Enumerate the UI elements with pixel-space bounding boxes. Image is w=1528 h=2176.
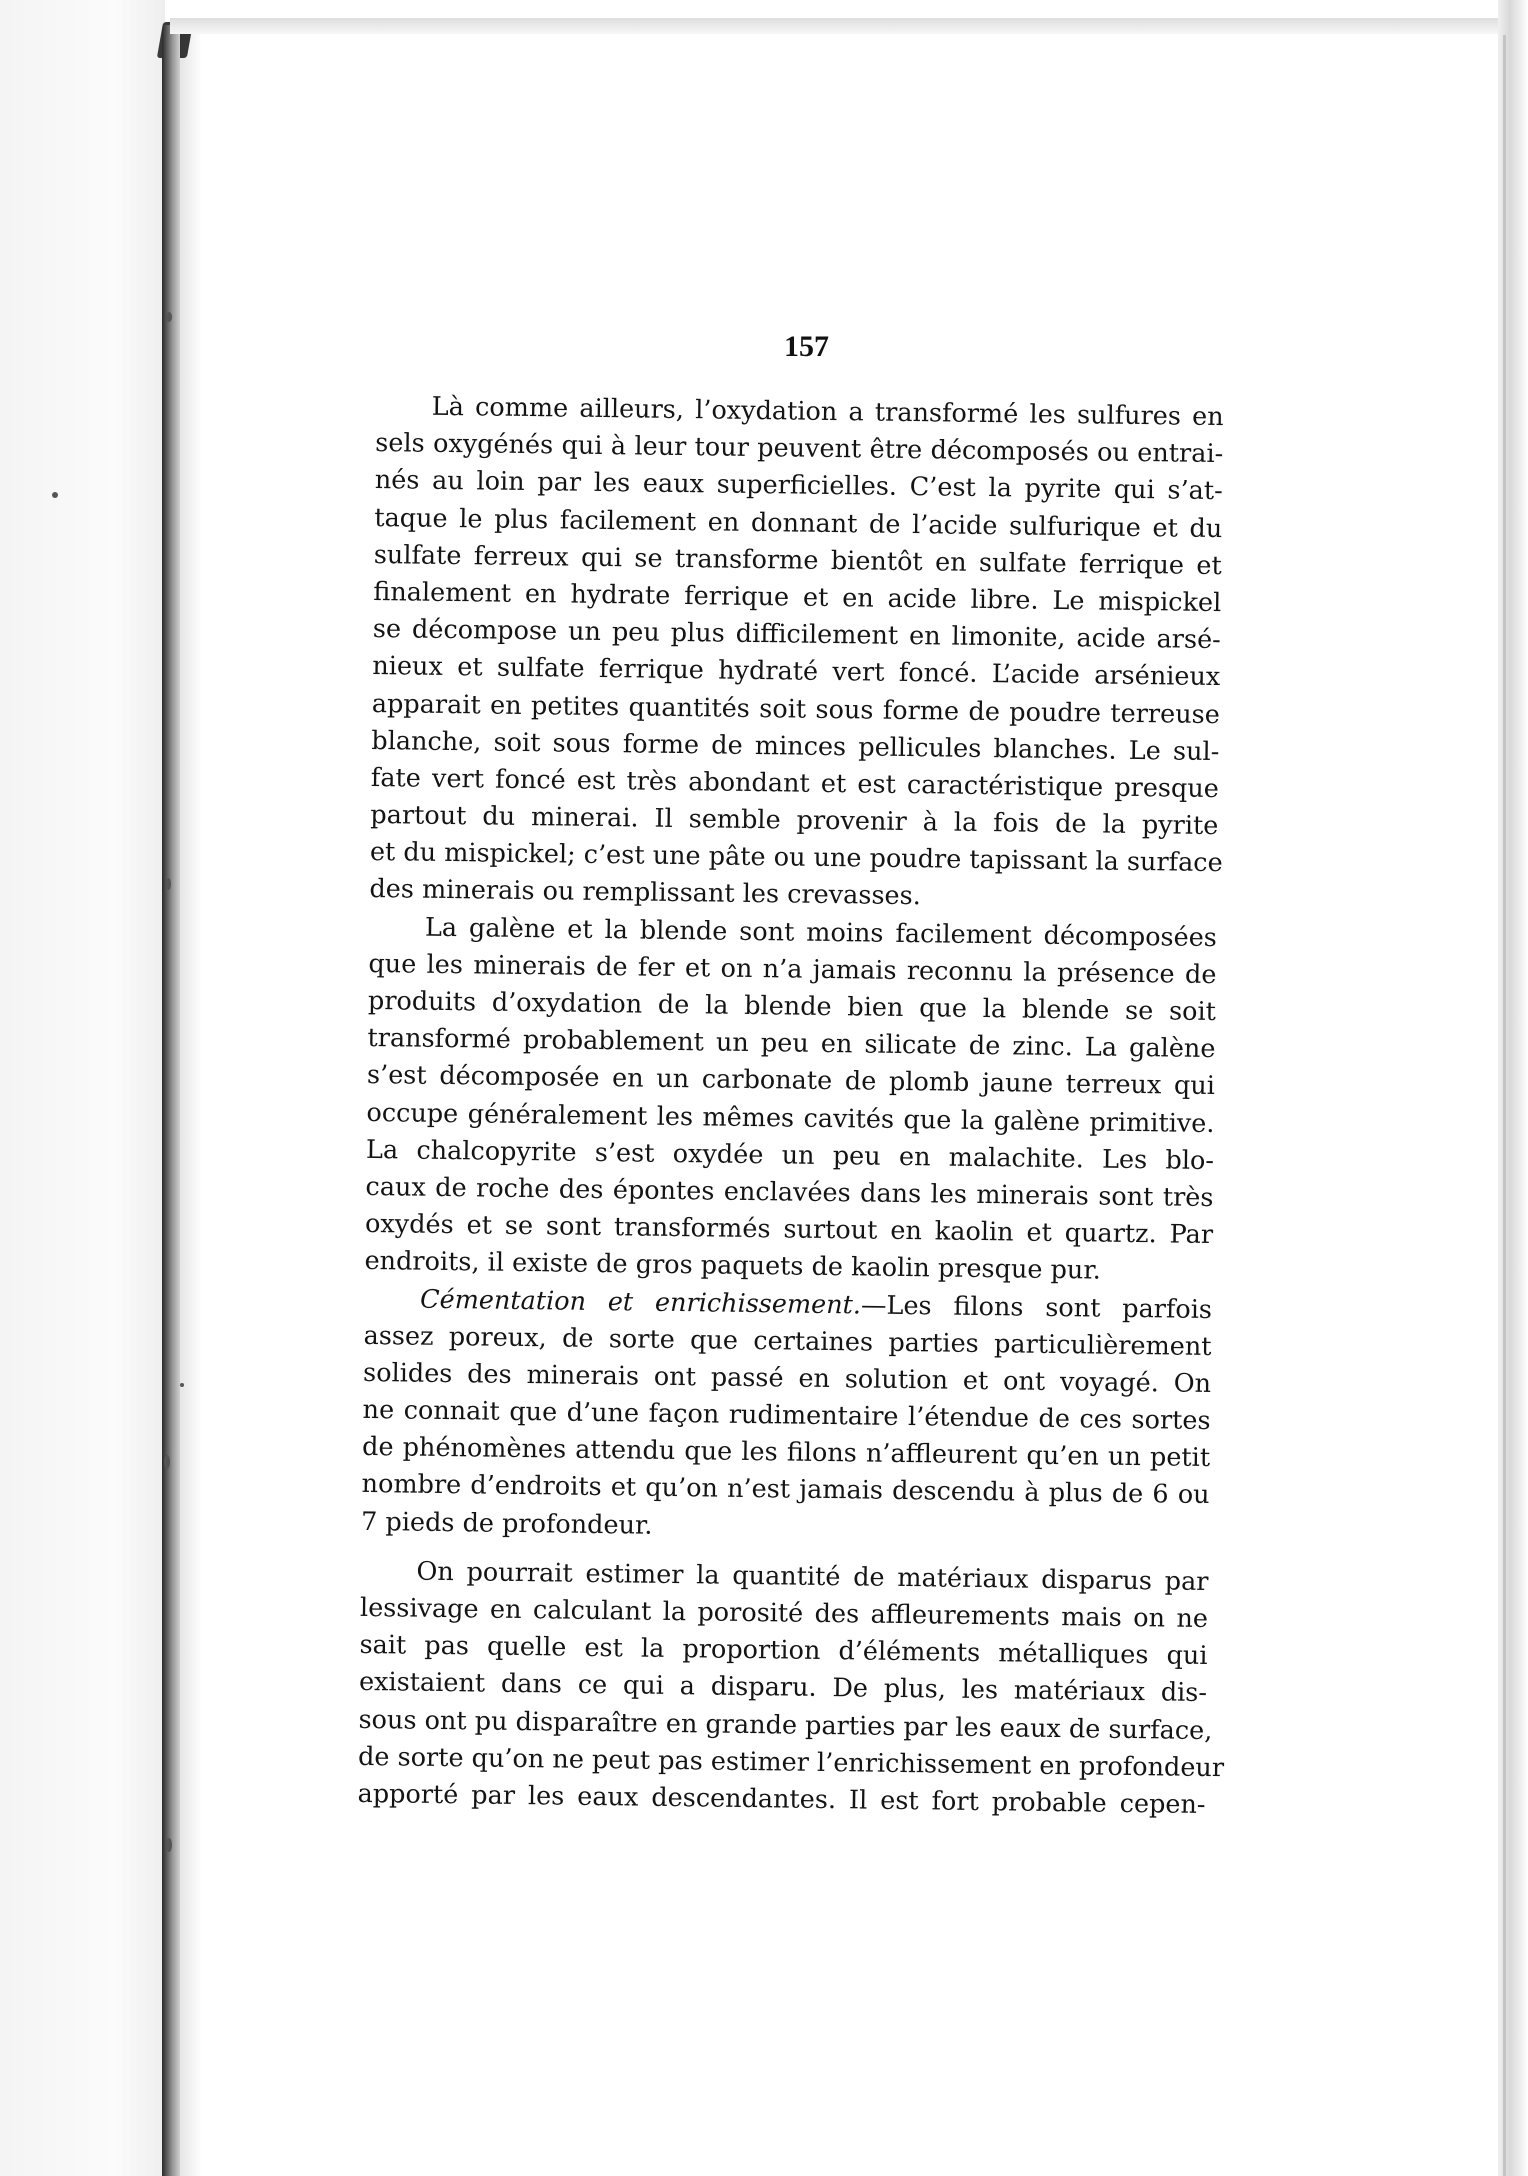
text-line: Là comme ailleurs, l’oxydation a transformé les sulfures en [431, 391, 1224, 433]
text-line: nés au loin par les eaux superficielles. C’est la pyrite qui s’at- [374, 465, 1223, 507]
text-line: et du mispickel; c’est une pâte ou une poudre tapissant la surface [369, 837, 1223, 879]
text-line: endroits, il existe de gros paquets de kaolin presque pur. [364, 1246, 1101, 1286]
text-line: blanche, soit sous forme de minces pellicules blanches. Le sul- [371, 725, 1220, 767]
text-line: La chalcopyrite s’est oxydée un peu en malachite. Les blo- [365, 1134, 1215, 1176]
text-line: se décompose un peu plus difficilement en limonite, acide arsé- [372, 614, 1221, 656]
text-line: que les minerais de fer et on n’a jamais reconnu la présence de [368, 948, 1217, 990]
text-line: apporté par les eaux descendantes. Il est fort probable cepen- [357, 1778, 1206, 1820]
text-line: solides des minerais ont passé en solution et ont voyagé. On [362, 1357, 1212, 1399]
dust-speck [166, 878, 171, 890]
page-top-edge [170, 18, 1506, 34]
text-line: 7 pieds de profondeur. [360, 1506, 653, 1541]
dust-speck [166, 312, 172, 322]
dust-speck [164, 1455, 170, 1469]
text-line: des minerais ou remplissant les crevasses. [369, 874, 921, 912]
text-line: sulfate ferreux qui se transforme bientôt en sulfate ferrique et [373, 539, 1222, 581]
dust-speck [166, 1838, 172, 1852]
text-line: apparait en petites quantités soit sous forme de poudre terreuse [371, 688, 1220, 730]
text-line: oxydés et se sont transformés surtout en kaolin et quartz. Par [364, 1209, 1214, 1251]
text-line: de sorte qu’on ne peut pas estimer l’enrichissement en profondeur [357, 1741, 1225, 1783]
text-line: fate vert foncé est très abondant et est caractéristique presque [370, 762, 1220, 804]
text-line: finalement en hydrate ferrique et en acide libre. Le mispickel [373, 576, 1222, 619]
page-number: 157 [784, 330, 829, 363]
dust-speck [180, 1383, 184, 1387]
text-line: sous ont pu disparaître en grande parties par les eaux de surface, [358, 1704, 1213, 1746]
text-line: On pourrait estimer la quantité de matériaux disparus par [416, 1556, 1209, 1597]
text-line: nombre d’endroits et qu’on n’est jamais descendu à plus de 6 ou [361, 1469, 1210, 1511]
text-line: taque le plus facilement en donnant de l’acide sulfurique et du [374, 502, 1223, 544]
text-line-continuation: —Les filons sont parfois [860, 1289, 1213, 1325]
body-text [357, 388, 1224, 1824]
section-heading: Cémentation et enrichissement. [419, 1284, 862, 1320]
text-line: existaient dans ce qui a disparu. De plus, les matériaux dis- [358, 1667, 1208, 1709]
text-line: assez poreux, de sorte que certaines parties particulièrement [363, 1320, 1212, 1362]
text-line: sait pas quelle est la proportion d’éléments métalliques qui [359, 1630, 1208, 1672]
text-line: caux de roche des épontes enclavées dans les minerais sont très [365, 1171, 1214, 1213]
facing-page-edge [0, 0, 165, 2176]
text-line: ne connait que d’une façon rudimentaire l’étendue de ces sortes [362, 1394, 1211, 1437]
text-line: partout du minerai. Il semble provenir à la fois de la pyrite [370, 800, 1219, 842]
text-line: produits d’oxydation de la blende bien que la blende se soit [367, 985, 1217, 1028]
text-line: La galène et la blende sont moins facilement décomposées [424, 912, 1218, 953]
text-line: occupe généralement les mêmes cavités que la galène primitive. [366, 1097, 1215, 1139]
dust-speck [52, 492, 58, 498]
text-line: sels oxygénés qui à leur tour peuvent être décomposés ou entrai- [375, 428, 1224, 470]
text-line: nieux et sulfate ferrique hydraté vert foncé. L’acide arsénieux [372, 651, 1221, 693]
text-line: transformé probablement un peu en silicate de zinc. La galène [367, 1023, 1216, 1065]
text-line: lessivage en calculant la porosité des affleurements mais on ne [359, 1592, 1209, 1634]
text-line: s’est décomposée en un carbonate de plomb jaune terreux qui [366, 1060, 1216, 1102]
text-line: de phénomènes attendu que les filons n’affleurent qu’en un petit [361, 1432, 1211, 1474]
